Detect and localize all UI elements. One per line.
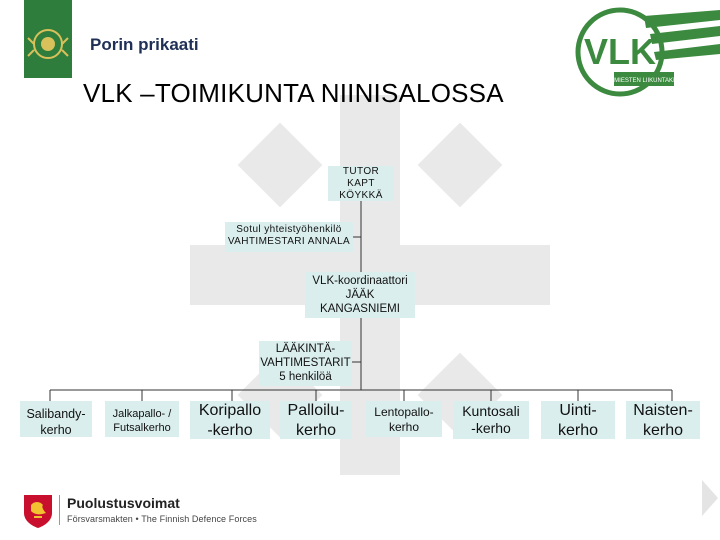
chevron-right-icon	[700, 478, 720, 518]
footer-org-name: Puolustusvoimat	[67, 495, 180, 511]
org-name: Porin prikaati	[90, 35, 199, 54]
lion-crest-icon	[22, 493, 54, 529]
slide-title: VLK –TOIMIKUNTA NIINISALOSSA	[83, 78, 504, 108]
club-box-women: Naisten- kerho	[626, 401, 700, 439]
sotul-contact-box: Sotul yhteistyöhenkilö VAHTIMESTARI ANNALA	[225, 222, 353, 252]
tutor-box: TUTOR KAPT KÖYKKÄ	[328, 166, 394, 201]
vlk-coordinator-box: VLK-koordinaattori JÄÄK KANGASNIEMI	[305, 272, 415, 318]
club-box-ballgames: Palloilu- kerho	[280, 401, 352, 439]
medical-staff-box: LÄÄKINTÄ- VAHTIMESTARIT 5 henkilöä	[259, 341, 352, 386]
club-box-volleyball: Lentopallo- kerho	[366, 401, 442, 437]
club-box-gym: Kuntosali -kerho	[453, 401, 529, 439]
footer-divider	[59, 495, 60, 525]
footer-subtitle: Försvarsmakten • The Finnish Defence Forces	[67, 514, 257, 524]
club-box-floorball: Salibandy- kerho	[20, 401, 92, 437]
club-box-basketball: Koripallo -kerho	[190, 401, 270, 439]
club-box-swimming: Uinti- kerho	[541, 401, 615, 439]
club-box-football: Jalkapallo- / Futsalkerho	[105, 401, 179, 437]
vlk-logo-subtext: VARUSMIESTEN LIIKUNTAKERHOT	[593, 78, 695, 84]
vlk-logo-text: VLK	[584, 31, 656, 72]
